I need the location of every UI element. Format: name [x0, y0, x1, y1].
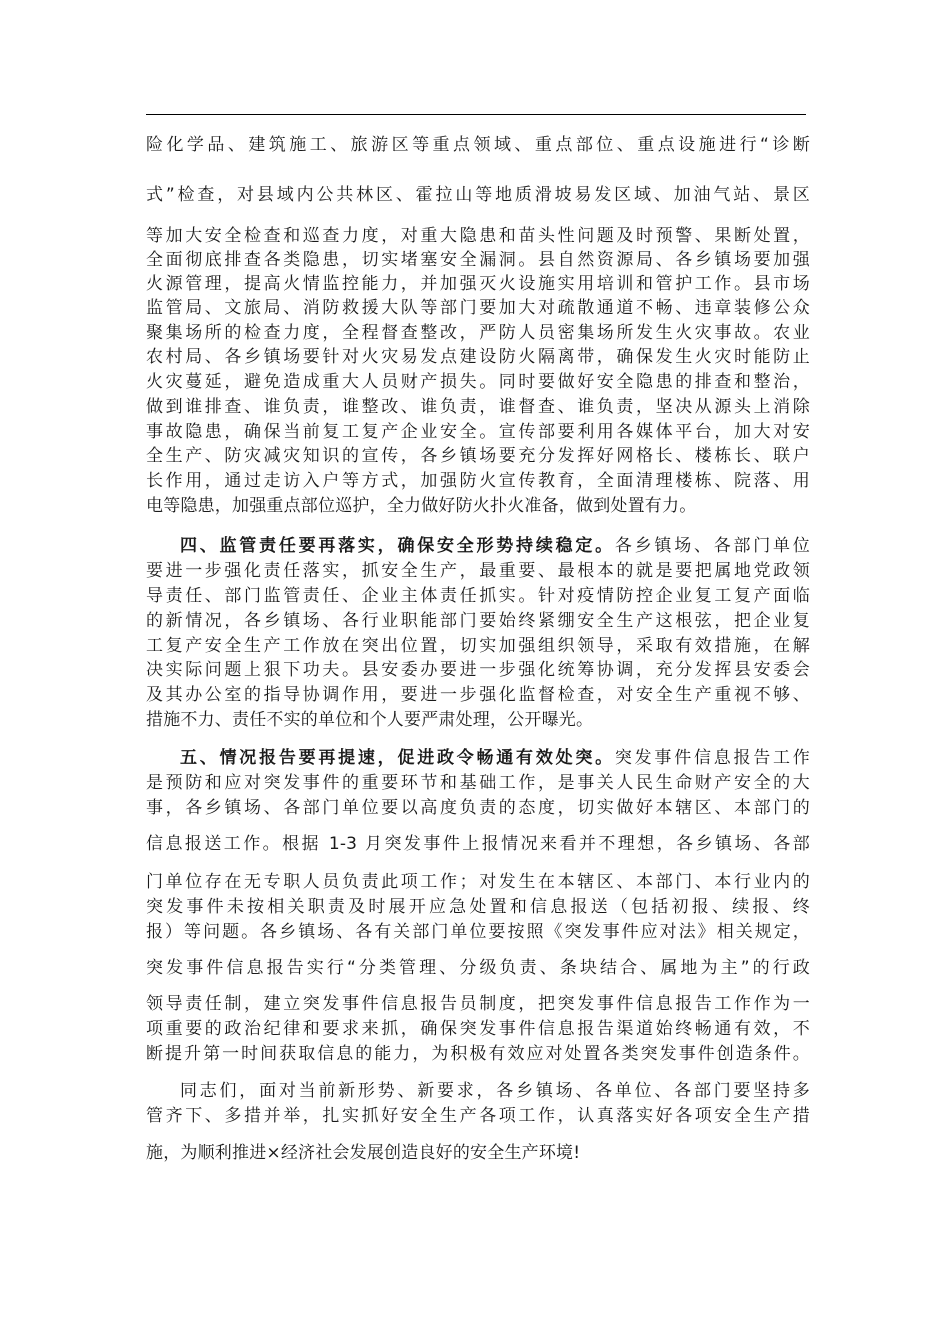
paragraph-line: 等加大安全检查和巡查力度，对重大隐患和苗头性问题及时预警、果断处置， [146, 226, 810, 246]
paragraph-line: 式”检查，对县域内公共林区、霍拉山等地质滑坡易发区域、加油气站、景区 [146, 185, 810, 205]
paragraph-line: 险化学品、建筑施工、旅游区等重点领域、重点部位、重点设施进行“诊断 [146, 135, 810, 155]
section-5-heading: 五、情况报告要再提速，促进政令畅通有效处突。 [180, 748, 615, 768]
paragraph-line: 火源管理，提高火情监控能力，并加强灭火设施实用培训和管护工作。县市场 [146, 274, 810, 294]
section-5-first-line-text: 突发事件信息报告工作 [614, 748, 810, 768]
closing-line: 管齐下、多措并举，扎实抓好安全生产各项工作，认真落实好各项安全生产措 [146, 1106, 810, 1126]
closing-line: 同志们，面对当前新形势、新要求，各乡镇场、各单位、各部门要坚持多 [180, 1081, 810, 1101]
paragraph-line: 工复产安全生产工作放在突出位置，切实加强组织领导，采取有效措施，在解 [146, 636, 810, 656]
section-4-heading: 四、监管责任要再落实，确保安全形势持续稳定。 [180, 536, 615, 556]
paragraph-line: 长作用，通过走访入户等方式，加强防火宣传教育，全面清理楼栋、院落、用 [146, 471, 810, 491]
paragraph-line: 导责任、部门监管责任、企业主体责任抓实。针对疫情防控企业复工复产面临 [146, 586, 810, 606]
paragraph-line: 事，各乡镇场、各部门单位要以高度负责的态度，切实做好本辖区、本部门的 [146, 798, 810, 818]
paragraph-line: 火灾蔓延，避免造成重大人员财产损失。同时要做好安全隐患的排查和整治， [146, 372, 810, 392]
paragraph-line: 农村局、各乡镇场要针对火灾易发点建设防火隔离带，确保发生火灾时能防止 [146, 347, 810, 367]
paragraph-line: 做到谁排查、谁负责，谁整改、谁负责，谁督查、谁负责，坚决从源头上消除 [146, 397, 810, 417]
paragraph-line: 要进一步强化责任落实，抓安全生产，最重要、最根本的就是要把属地党政领 [146, 561, 810, 581]
closing-line: 施，为顺利推进×经济社会发展创造良好的安全生产环境! [146, 1143, 581, 1163]
paragraph-line: 的新情况，各乡镇场、各行业职能部门要始终紧绷安全生产这根弦，把企业复 [146, 611, 810, 631]
section-4-first-line-text: 各乡镇场、各部门单位 [614, 536, 810, 556]
paragraph-line: 门单位存在无专职人员负责此项工作；对发生在本辖区、本部门、本行业内的 [146, 872, 810, 892]
paragraph-line: 决实际问题上狠下功夫。县安委办要进一步强化统筹协调，充分发挥县安委会 [146, 660, 810, 680]
paragraph-line: 监管局、文旅局、消防救援大队等部门要加大对疏散通道不畅、违章装修公众 [146, 298, 810, 318]
paragraph-line: 全生产、防灾减灾知识的宣传，各乡镇场要充分发挥好网格长、楼栋长、联户 [146, 446, 810, 466]
paragraph-line: 领导责任制，建立突发事件信息报告员制度，把突发事件信息报告工作作为一 [146, 994, 810, 1014]
paragraph-line: 事故隐患，确保当前复工复产企业安全。宣传部要利用各媒体平台，加大对安 [146, 422, 810, 442]
section-5-first-line [146, 746, 810, 770]
paragraph-line: 及其办公室的指导协调作用，要进一步强化监督检查，对安全生产重视不够、 [146, 685, 810, 705]
paragraph-line: 项重要的政治纪律和要求来抓，确保突发事件信息报告渠道始终畅通有效，不 [146, 1019, 810, 1039]
paragraph-line: 措施不力、责任不实的单位和个人要严肃处理，公开曝光。 [146, 710, 594, 730]
section-4-first-line [146, 534, 810, 558]
paragraph-line: 全面彻底排查各类隐患，切实堵塞安全漏洞。县自然资源局、各乡镇场要加强 [146, 250, 810, 270]
paragraph-line: 信息报送工作。根据 1-3 月突发事件上报情况来看并不理想，各乡镇场、各部 [146, 834, 810, 854]
paragraph-line: 报）等问题。各乡镇场、各有关部门单位要按照《突发事件应对法》相关规定， [146, 922, 810, 942]
paragraph-line: 突发事件未按相关职责及时展开应急处置和信息报送（包括初报、续报、终 [146, 897, 810, 917]
paragraph-line: 聚集场所的检查力度，全程督查整改，严防人员密集场所发生火灾事故。农业 [146, 323, 810, 343]
paragraph-line: 断提升第一时间获取信息的能力，为积极有效应对处置各类突发事件创造条件。 [146, 1044, 810, 1064]
paragraph-line: 突发事件信息报告实行“分类管理、分级负责、条块结合、属地为主”的行政 [146, 958, 810, 978]
header-rule [146, 114, 806, 115]
paragraph-line: 是预防和应对突发事件的重要环节和基础工作，是事关人民生命财产安全的大 [146, 773, 810, 793]
paragraph-line: 电等隐患，加强重点部位巡护，全力做好防火扑火准备，做到处置有力。 [146, 496, 697, 516]
